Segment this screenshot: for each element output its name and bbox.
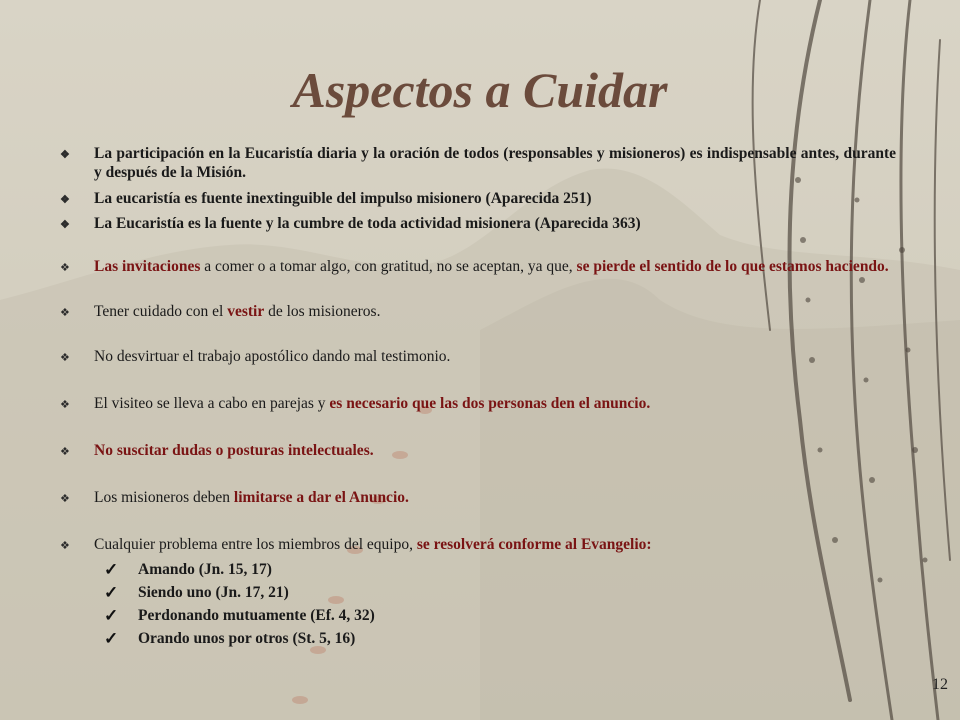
list-item: ❖ La eucaristía es fuente inextinguible del impulso misionero (Aparecida 251) bbox=[60, 190, 592, 207]
checkmark-icon: ✓ bbox=[104, 606, 119, 625]
diamond-bullet-icon: ❖ bbox=[60, 194, 70, 206]
list-item: ❖ La participación en la Eucaristía diaria y la oración de todos (responsables y misioneros) es indispensable antes, durante y después de la Misión. bbox=[60, 145, 896, 181]
sub-list-item: ✓ Siendo uno (Jn. 17, 21) bbox=[104, 583, 289, 602]
diamond-bullet-icon: ❖ bbox=[60, 540, 70, 552]
checkmark-icon: ✓ bbox=[104, 560, 119, 579]
bullet-list bbox=[60, 144, 896, 648]
diamond-bullet-icon: ❖ bbox=[60, 262, 70, 274]
page-number: 12 bbox=[932, 676, 948, 693]
list-item: ❖ La Eucaristía es la fuente y la cumbre de toda actividad misionera (Aparecida 363) bbox=[60, 215, 641, 232]
checkmark-icon: ✓ bbox=[104, 583, 119, 602]
diamond-bullet-icon: ❖ bbox=[60, 493, 70, 505]
list-item: ❖ Las invitaciones a comer o a tomar algo, con gratitud, no se aceptan, ya que, se pierde el sentido de lo que estamos haciendo. bbox=[60, 258, 889, 275]
sub-list-item: ✓ Amando (Jn. 15, 17) bbox=[104, 560, 272, 579]
diamond-bullet-icon: ❖ bbox=[60, 352, 70, 364]
checkmark-icon: ✓ bbox=[104, 629, 119, 648]
diamond-bullet-icon: ❖ bbox=[60, 307, 70, 319]
list-item: ❖ No suscitar dudas o posturas intelectuales. bbox=[60, 442, 374, 459]
list-item: ❖ No desvirtuar el trabajo apostólico dando mal testimonio. bbox=[60, 348, 451, 365]
diamond-bullet-icon: ❖ bbox=[60, 149, 70, 161]
list-item: ❖ Los misioneros deben limitarse a dar el Anuncio. bbox=[60, 489, 409, 506]
diamond-bullet-icon: ❖ bbox=[60, 446, 70, 458]
list-item: ❖ El visiteo se lleva a cabo en parejas y es necesario que las dos personas den el anuncio. bbox=[60, 395, 651, 412]
list-item: ❖ Tener cuidado con el vestir de los misioneros. bbox=[60, 303, 381, 320]
diamond-bullet-icon: ❖ bbox=[60, 399, 70, 411]
diamond-bullet-icon: ❖ bbox=[60, 219, 70, 231]
list-item: ❖ Cualquier problema entre los miembros del equipo, se resolverá conforme al Evangelio: bbox=[60, 536, 652, 553]
slide-title: Aspectos a Cuidar bbox=[292, 62, 668, 118]
sub-list-item: ✓ Orando unos por otros (St. 5, 16) bbox=[104, 629, 356, 648]
sub-list-item: ✓ Perdonando mutuamente (Ef. 4, 32) bbox=[104, 606, 375, 625]
